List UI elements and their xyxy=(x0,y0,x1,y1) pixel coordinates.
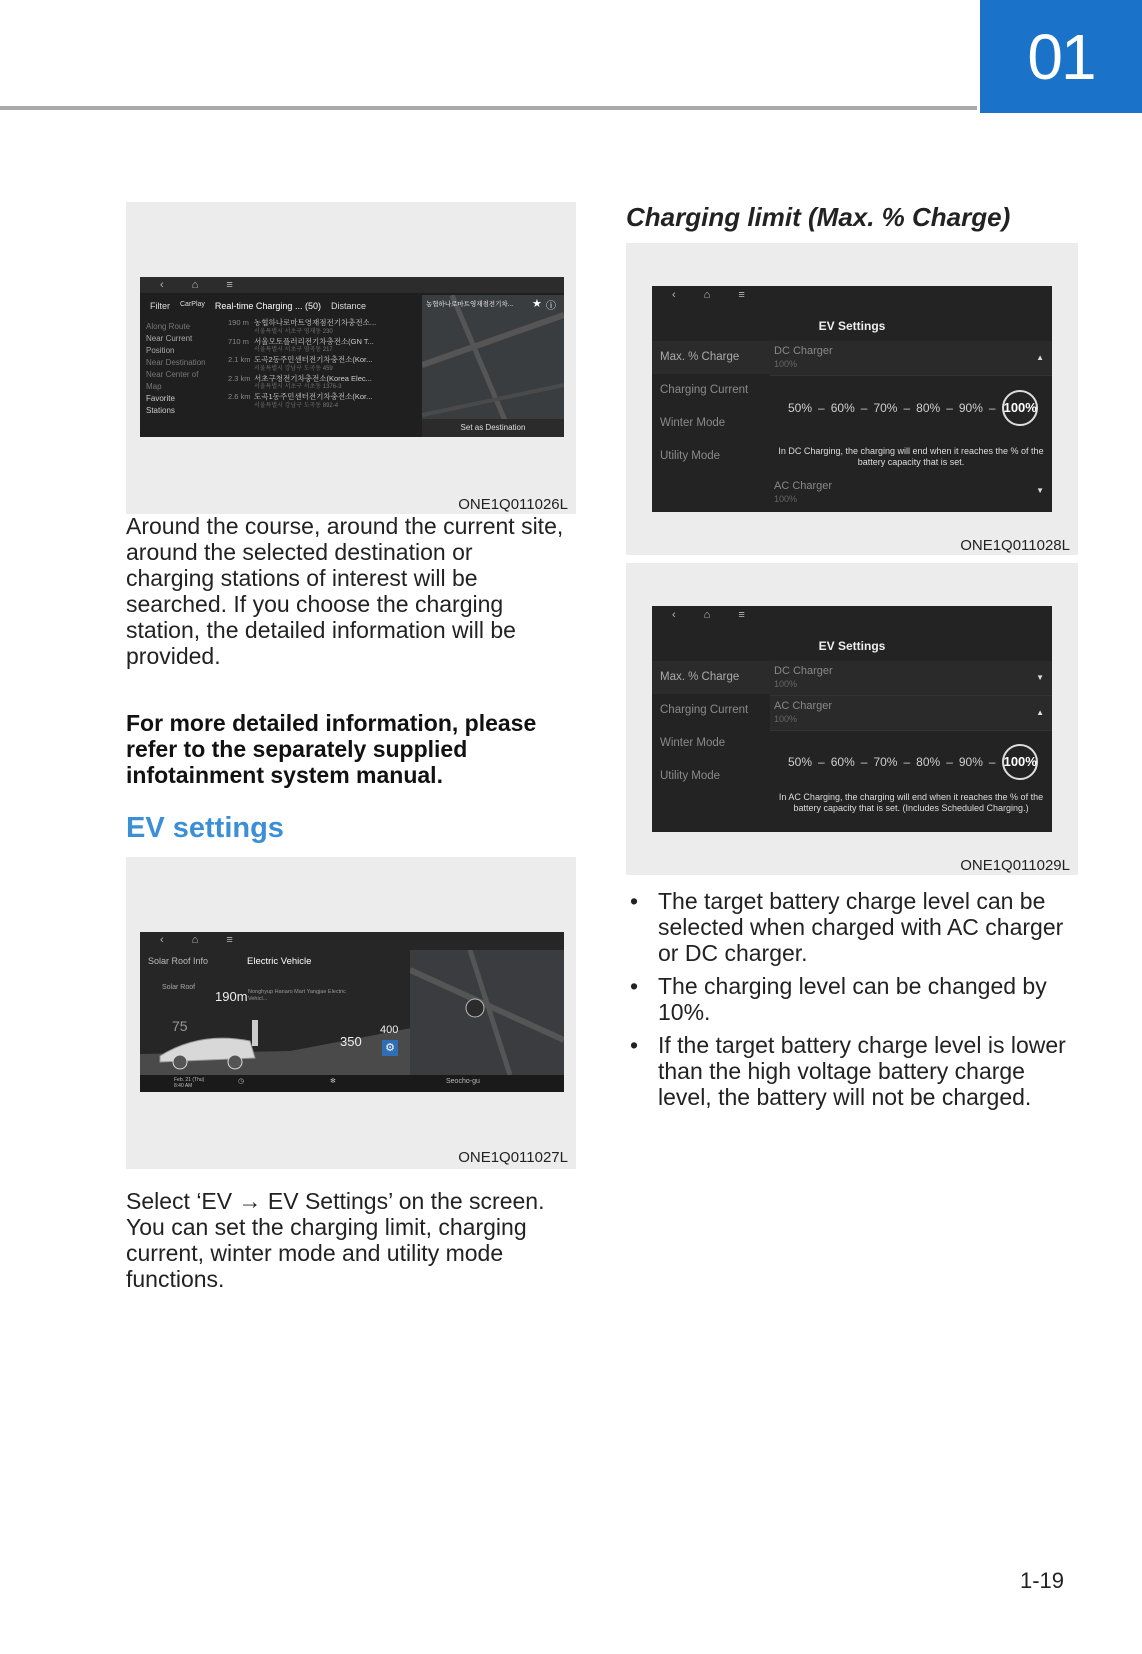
menu-icon: ≡ xyxy=(738,289,745,301)
menu-icon: ≡ xyxy=(738,609,745,621)
sort-label: Distance xyxy=(330,301,366,311)
menu-item: Along Route xyxy=(146,322,191,331)
level-option[interactable]: 60% xyxy=(830,401,855,415)
bottom-status-bar xyxy=(140,1075,564,1092)
level-selected[interactable]: 100% xyxy=(1002,390,1038,426)
clock-icon: ◷ xyxy=(238,1078,245,1085)
filter-label: Filter xyxy=(150,301,170,311)
chevron-down-icon: ▼ xyxy=(1036,673,1044,682)
fan-icon: ✻ xyxy=(330,1078,336,1085)
page-number: 1-19 xyxy=(1020,1568,1065,1593)
menu-item: Near Current Position xyxy=(146,334,193,355)
level-selected[interactable]: 100% xyxy=(1002,744,1038,780)
solar-roof-label: Solar Roof xyxy=(162,984,196,991)
menu-utility-mode[interactable]: Utility Mode xyxy=(660,450,721,462)
manual-note: For more detailed information, please refer to the separately supplied infotainment system manual. xyxy=(126,710,537,788)
map-panel xyxy=(410,950,564,1075)
settings-menu xyxy=(652,341,770,473)
list-item: 2.6 km 도곡1동주민센터전기차충전소(Kor... 서울특별시 강남구 도곡동 892-4 xyxy=(228,392,373,409)
dc-charger-value: 100% xyxy=(774,679,798,689)
screen-title: EV Settings xyxy=(818,319,886,333)
figure-electric-vehicle xyxy=(126,857,576,1169)
level-option[interactable]: 90% xyxy=(958,401,983,415)
level-option[interactable]: 60% xyxy=(830,755,855,769)
chevron-down-icon: ▼ xyxy=(1036,486,1044,495)
ac-charger-row[interactable] xyxy=(770,476,1052,512)
menu-icon: ≡ xyxy=(226,279,233,291)
star-icon: ★ xyxy=(532,298,542,310)
level-option[interactable]: 50% xyxy=(788,755,813,769)
settings-gear-button[interactable]: ⚙ xyxy=(382,1040,398,1056)
ev-settings-screen xyxy=(652,286,1052,512)
list-item: • The target battery charge level can be selected when charged with AC charger or DC charger. xyxy=(630,888,1064,966)
menu-charging-current[interactable]: Charging Current xyxy=(660,704,749,716)
date-time: Feb. 21 (Thu) 8:40 AM xyxy=(174,1077,205,1089)
charging-limit-title: Charging limit (Max. % Charge) xyxy=(626,202,1011,232)
tab-electric-vehicle[interactable]: Electric Vehicle xyxy=(247,956,312,967)
range-secondary: 400 xyxy=(380,1024,399,1036)
section-title-ev-settings: EV settings xyxy=(126,812,284,844)
back-icon: ‹ xyxy=(160,934,164,946)
menu-utility-mode[interactable]: Utility Mode xyxy=(660,770,721,782)
level-option[interactable]: 70% xyxy=(873,755,898,769)
menu-item: Near Destination xyxy=(146,358,206,367)
list-item: • The charging level can be changed by 10%. xyxy=(630,973,1047,1025)
back-icon: ‹ xyxy=(672,289,676,301)
charge-level-selector[interactable]: 50% – 60% – 70% – 80% – 90% – 100% xyxy=(788,744,1048,780)
map-title: 농협하나로마트영재점전기차... xyxy=(426,301,514,308)
chapter-tab: 01 xyxy=(980,0,1142,113)
station-distance: 190m xyxy=(215,989,248,1004)
level-option[interactable]: 50% xyxy=(788,401,813,415)
home-icon: ⌂ xyxy=(703,609,711,621)
menu-item: Favorite Stations xyxy=(146,394,175,415)
carplay-label: CarPlay xyxy=(180,301,205,308)
figure-ac-charge-limit xyxy=(626,563,1078,875)
charging-limit-bullets xyxy=(626,888,1076,1117)
list-title: Real-time Charging ... (50) xyxy=(214,301,321,311)
screen-top-bar xyxy=(140,932,564,948)
station-list xyxy=(228,317,413,410)
list-item: 2.1 km 도곡2동주민센터전기차충전소(Kor... 서울특별시 강남구 도곡동 459 xyxy=(228,355,373,372)
menu-max-charge[interactable]: Max. % Charge xyxy=(652,661,770,694)
ev-settings-screen xyxy=(652,606,1052,832)
dc-charger-row[interactable] xyxy=(770,661,1052,696)
menu-winter-mode[interactable]: Winter Mode xyxy=(660,417,726,429)
ac-charger-value: 100% xyxy=(774,494,798,504)
map-roads xyxy=(422,295,564,437)
list-item: • If the target battery charge level is lower than the high voltage battery charge level, the battery will not be charged. xyxy=(630,1032,1066,1110)
level-option[interactable]: 90% xyxy=(958,755,983,769)
dc-charger-row[interactable] xyxy=(770,341,1052,376)
chevron-up-icon: ▲ xyxy=(1036,708,1044,717)
header-rule xyxy=(0,106,977,110)
map-panel xyxy=(422,295,564,437)
home-icon: ⌂ xyxy=(703,289,711,301)
infotainment-screen xyxy=(140,277,564,437)
level-option[interactable]: 80% xyxy=(916,755,941,769)
map-roads xyxy=(410,950,564,1075)
figure-code: ONE1Q011026L xyxy=(458,496,568,513)
list-header xyxy=(150,301,410,311)
menu-icon: ≡ xyxy=(226,934,233,946)
list-item: 710 m 서울모토플러리전기차충전소(GN T... 서울특별시 서초구 염곡동 217 xyxy=(228,336,374,353)
ev-settings-paragraph: Select ‘EV → EV Settings’ on the screen. You can set the charging limit, charging current, winter mode and utility mode functions. xyxy=(126,1188,545,1292)
ac-charger-value: 100% xyxy=(774,714,798,724)
level-option[interactable]: 70% xyxy=(873,401,898,415)
screen-top-bar xyxy=(652,606,1052,624)
figure-charging-stations xyxy=(126,202,576,514)
dc-note: In DC Charging, the charging will end when it reaches the % of the battery capacity that is set. xyxy=(778,446,1044,467)
ac-charger-label: AC Charger xyxy=(774,700,833,712)
menu-max-charge[interactable]: Max. % Charge xyxy=(652,341,770,374)
chevron-up-icon: ▲ xyxy=(1036,353,1044,362)
set-destination-button[interactable]: Set as Destination xyxy=(422,419,564,437)
figure-code: ONE1Q011029L xyxy=(960,857,1070,874)
menu-item: Near Center of Map xyxy=(146,370,199,391)
tab-solar-roof-info[interactable]: Solar Roof Info xyxy=(148,956,209,966)
location-label: Seocho-gu xyxy=(446,1078,480,1085)
dc-charger-value: 100% xyxy=(774,359,798,369)
info-icon: ⓘ xyxy=(546,301,556,312)
range-primary: 350 xyxy=(340,1034,362,1049)
home-icon: ⌂ xyxy=(191,934,199,946)
dc-charger-label: DC Charger xyxy=(774,345,833,357)
ac-charger-label: AC Charger xyxy=(774,480,833,492)
ev-road-illustration xyxy=(140,996,422,1076)
list-item: 2.3 km 서초구청전기차충전소(Korea Elec... 서울특별시 서초구 서초동 1376-3 xyxy=(228,373,372,390)
dc-charger-label: DC Charger xyxy=(774,665,833,677)
ac-charger-row[interactable] xyxy=(770,696,1052,731)
back-icon: ‹ xyxy=(160,279,164,291)
ac-note: In AC Charging, the charging will end when it reaches the % of the battery capacity that is set. (Includes Scheduled Charging.) xyxy=(778,792,1044,813)
list-item: 190 m 농협하나로마트영재점전기차충전소... 서울특별시 서초구 영재동 230 xyxy=(228,318,377,335)
menu-charging-current[interactable]: Charging Current xyxy=(660,384,749,396)
settings-menu xyxy=(652,661,770,793)
charge-level-selector[interactable]: 50% – 60% – 70% – 80% – 90% – 100% xyxy=(788,390,1048,426)
screen-top-bar xyxy=(140,277,564,293)
menu-winter-mode[interactable]: Winter Mode xyxy=(660,737,726,749)
figure-code: ONE1Q011027L xyxy=(458,1149,568,1166)
station-name: Nonghyup Hanaro Mart Yangjae Electric Vehicl... xyxy=(248,989,346,1002)
search-menu xyxy=(146,321,206,417)
intro-paragraph: Around the course, around the current site, around the selected destination or charging stations of interest will be searched. If you choose the charging station, the detailed information will be provided. xyxy=(126,513,564,669)
back-icon: ‹ xyxy=(672,609,676,621)
figure-code: ONE1Q011028L xyxy=(960,537,1070,554)
battery-level: 75 xyxy=(172,1018,188,1034)
figure-dc-charge-limit xyxy=(626,243,1078,555)
screen-top-bar xyxy=(652,286,1052,304)
screen-title: EV Settings xyxy=(818,639,886,653)
home-icon: ⌂ xyxy=(191,279,199,291)
infotainment-screen xyxy=(140,932,564,1092)
level-option[interactable]: 80% xyxy=(916,401,941,415)
